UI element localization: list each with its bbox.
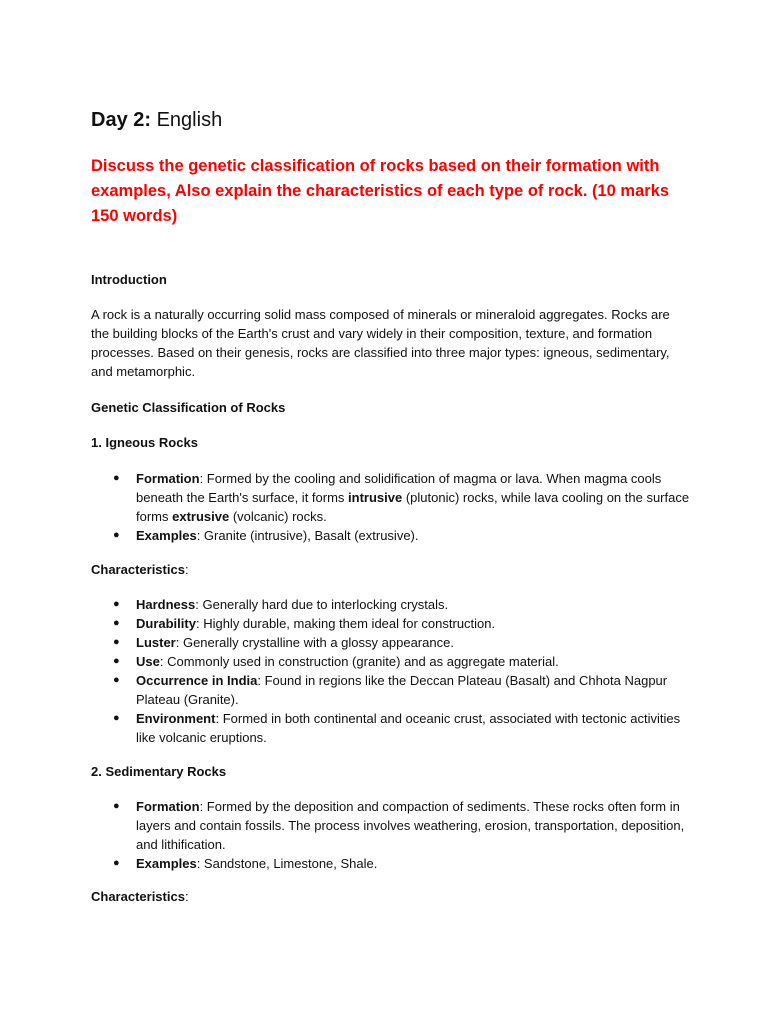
item-text: : Highly durable, making them ideal for construction. (195, 616, 496, 631)
subject-label: English (156, 109, 223, 131)
list-item (91, 652, 691, 671)
sedimentary-characteristics-heading (91, 887, 691, 906)
bullet-icon: ● (113, 712, 120, 724)
introduction-heading: Introduction (91, 272, 167, 287)
bullet-icon: ● (113, 655, 120, 667)
day-heading (91, 104, 691, 136)
item-label: Durability (136, 616, 196, 631)
list-item (91, 671, 691, 709)
igneous-heading: 1. Igneous Rocks (91, 435, 198, 450)
characteristics-label: Characteristics (91, 889, 185, 904)
introduction-paragraph: A rock is a naturally occurring solid mass composed of minerals or mineraloid aggregates. Rocks are the building blocks of the Earth's crust and vary widely in their composition, texture, and formation processes. Based on their genesis, rocks are classified into three major types: igneous, sedimentary, and metamorphic. (91, 307, 670, 379)
bullet-icon: ● (113, 857, 120, 869)
item-label: Formation (136, 799, 200, 814)
keyword-intrusive: intrusive (348, 490, 403, 505)
igneous-characteristics-heading (91, 560, 691, 579)
list-item (91, 854, 691, 873)
list-item (91, 469, 691, 526)
classification-heading: Genetic Classification of Rocks (91, 400, 286, 415)
bullet-icon: ● (113, 800, 120, 812)
list-item (91, 633, 691, 652)
item-label: Occurrence in India (136, 673, 258, 688)
list-item (91, 526, 691, 545)
characteristics-label: Characteristics (91, 562, 185, 577)
bullet-icon: ● (113, 598, 120, 610)
item-text: (volcanic) rocks. (229, 509, 327, 524)
item-label: Luster (136, 635, 176, 650)
bullet-icon: ● (113, 617, 120, 629)
item-text: : Generally hard due to interlocking crystals. (195, 597, 449, 612)
item-label: Formation (136, 471, 200, 486)
list-item (91, 595, 691, 614)
item-text: : Formed in both continental and oceanic crust, associated with tectonic activities like volcanic eruptions. (136, 711, 681, 745)
bullet-icon: ● (113, 472, 120, 484)
item-text: : Commonly used in construction (granite) and as aggregate material. (159, 654, 559, 669)
item-label: Hardness (136, 597, 196, 612)
characteristics-colon: : (184, 562, 189, 577)
document-page (91, 104, 691, 906)
sedimentary-formation-list (91, 797, 691, 873)
item-label: Examples (136, 856, 197, 871)
item-text: : Formed by the cooling and solidification of magma or lava. When magma cools beneath the Earth's surface, it forms (136, 471, 662, 505)
igneous-formation-list (91, 469, 691, 545)
sedimentary-heading: 2. Sedimentary Rocks (91, 764, 227, 779)
bullet-icon: ● (113, 529, 120, 541)
item-label: Use (136, 654, 160, 669)
item-text: : Granite (intrusive), Basalt (extrusive). (196, 528, 419, 543)
item-text: (plutonic) rocks, while lava cooling on the surface forms (136, 490, 690, 524)
day-label: Day 2: (91, 109, 152, 131)
item-text: : Formed by the deposition and compaction of sediments. These rocks often form in layers and contain fossils. The process involves weathering, erosion, transportation, deposition, and lithification. (136, 799, 685, 852)
list-item (91, 797, 691, 854)
igneous-characteristics-list (91, 595, 691, 747)
bullet-icon: ● (113, 636, 120, 648)
characteristics-colon: : (184, 889, 189, 904)
list-item (91, 709, 691, 747)
item-text: : Found in regions like the Deccan Plateau (Basalt) and Chhota Nagpur Plateau (Granite). (136, 673, 668, 707)
keyword-extrusive: extrusive (172, 509, 230, 524)
item-text: : Generally crystalline with a glossy appearance. (175, 635, 454, 650)
list-item (91, 614, 691, 633)
item-label: Environment (136, 711, 216, 726)
bullet-icon: ● (113, 674, 120, 686)
item-label: Examples (136, 528, 197, 543)
question-text: Discuss the genetic classification of rocks based on their formation with examples, Also explain the characteristics of each type of rock. (10 marks 150 words) (91, 157, 670, 225)
item-text: : Sandstone, Limestone, Shale. (196, 856, 378, 871)
